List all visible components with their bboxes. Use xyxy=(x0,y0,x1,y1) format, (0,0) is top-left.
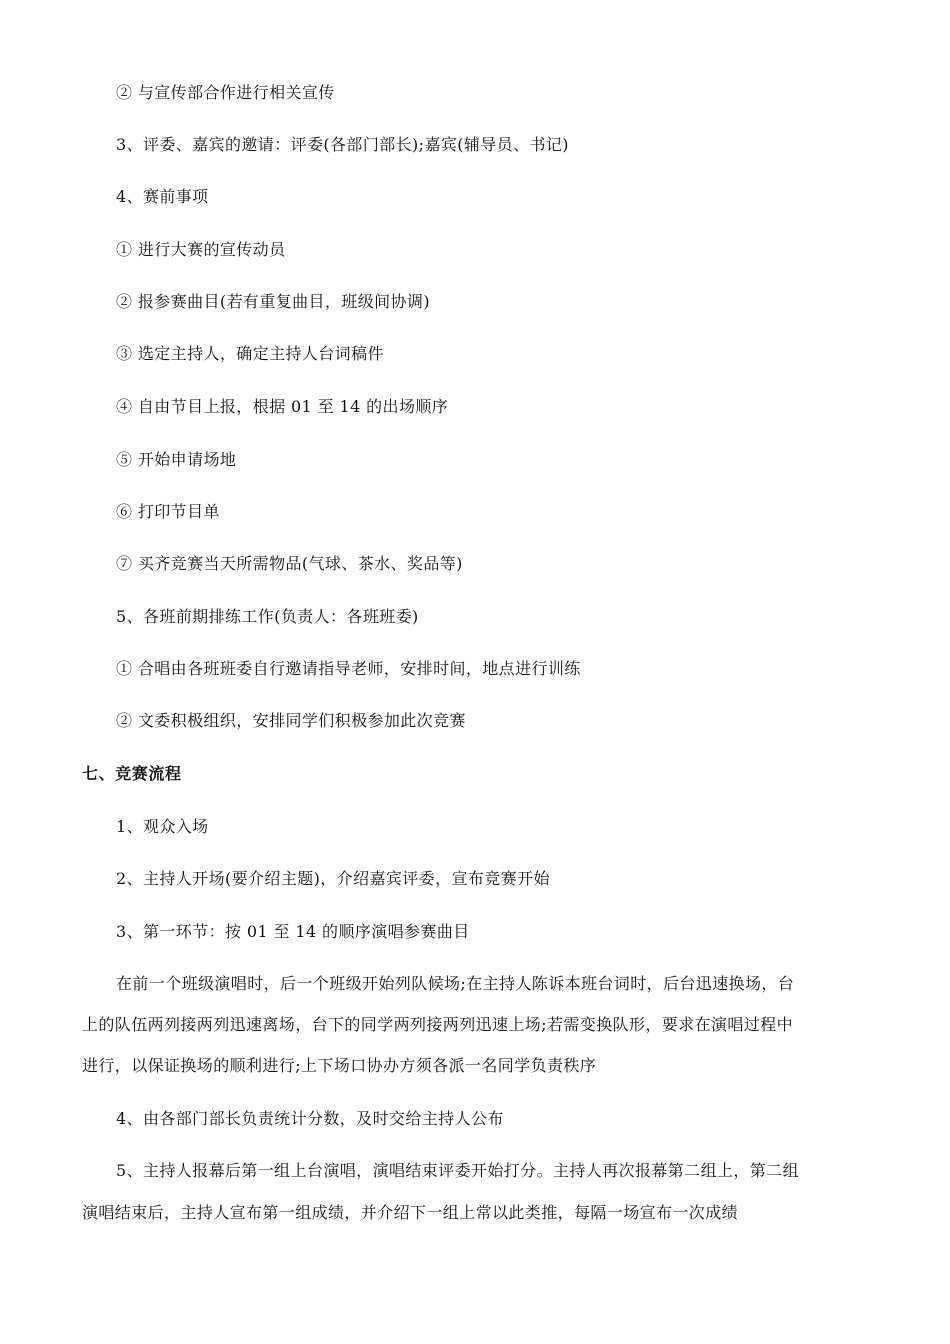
paragraph-line: 在前一个班级演唱时，后一个班级开始列队候场;在主持人陈诉本班台词时，后台迅速换场，台 xyxy=(116,974,795,993)
list-item: 1、观众入场 xyxy=(116,817,209,836)
paragraph-line: 5、主持人报幕后第一组上台演唱，演唱结束评委开始打分。主持人再次报幕第二组上，第二组 xyxy=(116,1161,799,1180)
paragraph-line: 进行，以保证换场的顺利进行;上下场口协办方须各派一名同学负责秩序 xyxy=(82,1056,597,1075)
list-item: ② 报参赛曲目(若有重复曲目，班级间协调) xyxy=(116,292,430,311)
list-item: ④ 自由节目上报，根据 01 至 14 的出场顺序 xyxy=(116,397,449,416)
paragraph-line: 上的队伍两列接两列迅速离场，台下的同学两列接两列迅速上场;若需变换队形，要求在演唱过程中 xyxy=(82,1015,793,1034)
list-item: 4、由各部门部长负责统计分数，及时交给主持人公布 xyxy=(116,1109,504,1128)
list-item: ② 文委积极组织，安排同学们积极参加此次竞赛 xyxy=(116,711,466,730)
list-item: 4、赛前事项 xyxy=(116,187,209,206)
list-item: 5、各班前期排练工作(负责人：各班班委) xyxy=(116,607,419,626)
list-item: 2、主持人开场(要介绍主题)，介绍嘉宾评委，宣布竞赛开始 xyxy=(116,869,550,888)
list-item: ⑤ 开始申请场地 xyxy=(116,450,237,469)
section-heading: 七、竞赛流程 xyxy=(82,764,182,783)
list-item: ① 进行大赛的宣传动员 xyxy=(116,240,286,259)
list-item: ⑦ 买齐竞赛当天所需物品(气球、茶水、奖品等) xyxy=(116,554,463,573)
list-item: 3、评委、嘉宾的邀请：评委(各部门部长);嘉宾(辅导员、书记) xyxy=(116,135,569,154)
list-item: ③ 选定主持人，确定主持人台词稿件 xyxy=(116,344,384,363)
list-item: ⑥ 打印节目单 xyxy=(116,502,220,521)
list-item: ② 与宣传部合作进行相关宣传 xyxy=(116,83,335,102)
list-item: 3、第一环节：按 01 至 14 的顺序演唱参赛曲目 xyxy=(116,922,470,941)
list-item: ① 合唱由各班班委自行邀请指导老师，安排时间，地点进行训练 xyxy=(116,659,581,678)
paragraph-line: 演唱结束后，主持人宣布第一组成绩，并介绍下一组上常以此类推，每隔一场宣布一次成绩 xyxy=(82,1203,739,1222)
